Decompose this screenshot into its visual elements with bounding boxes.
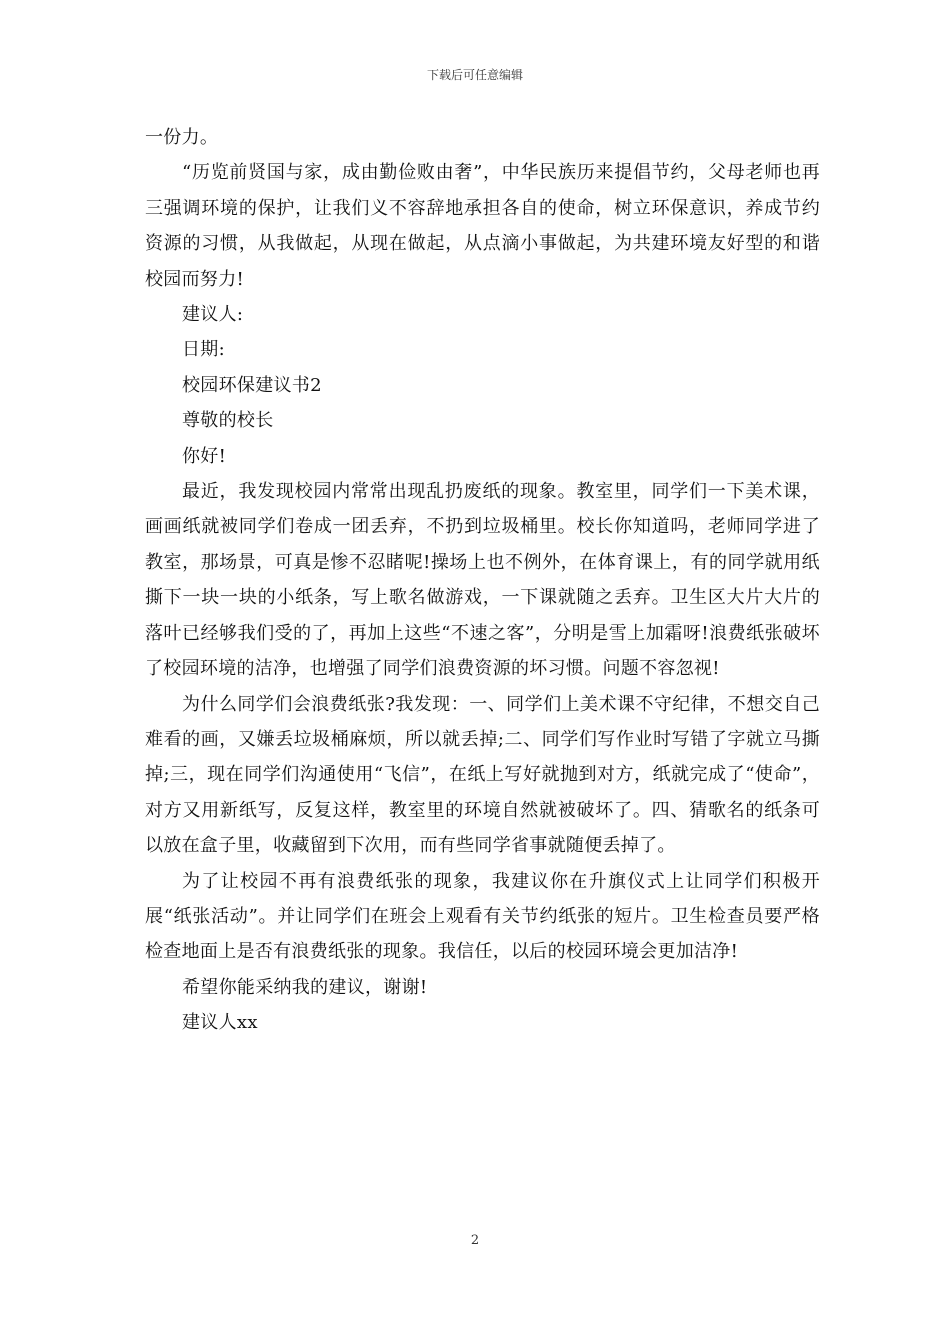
page-header: 下载后可任意编辑 — [426, 68, 523, 82]
section-title: 校园环保建议书2 — [182, 374, 322, 396]
salutation: 尊敬的校长 — [182, 410, 274, 432]
page-number: 2 — [470, 1233, 480, 1248]
document-body — [145, 120, 820, 1041]
paragraph-1: 一份力。 — [145, 127, 219, 148]
paragraph-suggestions: 为了让校园不再有浪费纸张的现象，我建议你在升旗仪式上让同学们积极开展“纸张活动”。并让同学们在班会上观看有关节约纸张的短片。卫生检查员要严格检查地面上是否有浪费纸张的现象。我信任，以后的校园环境会更加洁净! — [145, 870, 820, 963]
paragraph-problem: 最近，我发现校园内常常出现乱扔废纸的现象。教室里，同学们一下美术课，画画纸就被同学们卷成一团丢弃，不扔到垃圾桶里。校长你知道吗，老师同学进了教室，那场景，可真是惨不忍睹呢!操场上也不例外，在体育课上，有的同学就用纸撕下一块一块的小纸条，写上歌名做游戏，一下课就随之丢弃。卫生区大片大片的落叶已经够我们受的了，再加上这些“不速之客”，分明是雪上加霜呀!浪费纸张破坏了校园环境的洁净，也增强了同学们浪费资源的坏习惯。问题不容忽视! — [145, 481, 820, 680]
signature: 建议人xx — [182, 1012, 258, 1034]
paragraph-2: “历览前贤国与家，成由勤俭败由奢”，中华民族历来提倡节约，父母老师也再三强调环境的保护，让我们义不容辞地承担各自的使命，树立环保意识，养成节约资源的习惯，从我做起，从现在做起，从点滴小事做起，为共建环境友好型的和谐校园而努力! — [145, 162, 820, 290]
closing-line: 希望你能采纳我的建议，谢谢! — [182, 976, 428, 998]
signature-label: 建议人: — [182, 304, 244, 326]
paragraph-reasons: 为什么同学们会浪费纸张?我发现：一、同学们上美术课不守纪律，不想交自己难看的画，又嫌丢垃圾桶麻烦，所以就丢掉;二、同学们写作业时写错了字就立马撕掉;三，现在同学们沟通使用“飞信”，在纸上写好就抛到对方，纸就完成了“使命”，对方又用新纸写，反复这样，教室里的环境自然就被破坏了。四、猜歌名的纸条可以放在盒子里，收藏留到下次用，而有些同学省事就随便丢掉了。 — [145, 693, 820, 857]
date-label: 日期: — [182, 339, 225, 361]
greeting: 你好! — [182, 445, 227, 467]
